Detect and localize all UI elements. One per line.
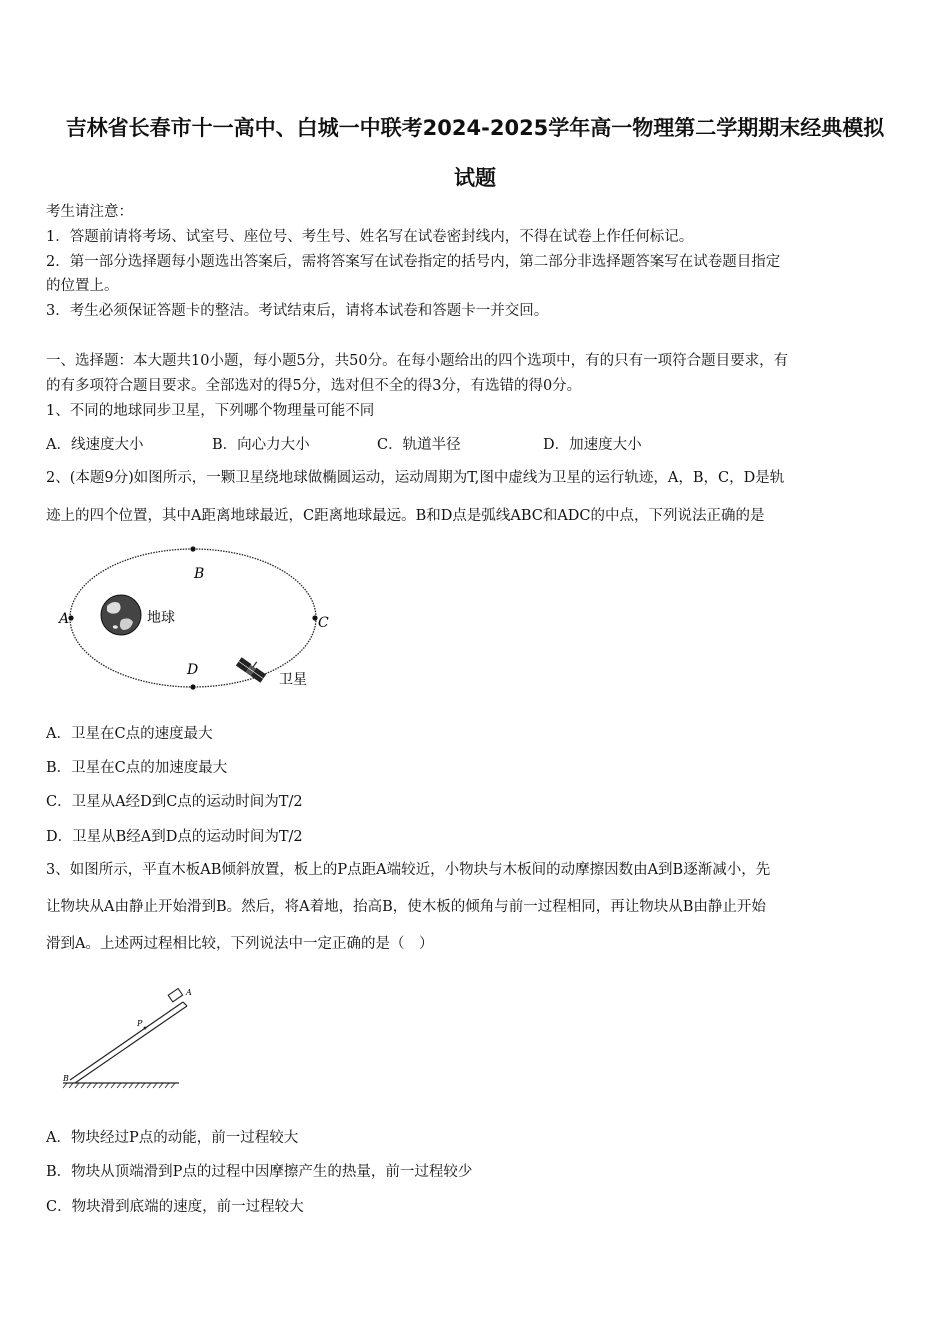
title-line-1: 吉林省长春市十一高中、白城一中联考2024-2025学年高一物理第二学期期末经典模拟	[65, 116, 885, 140]
inclined-board	[70, 1002, 187, 1083]
q1-stem: 1、不同的地球同步卫星，下列哪个物理量可能不同	[46, 403, 375, 419]
section-intro: 一、选择题：本大题共10小题，每小题5分，共50分。在每小题给出的四个选项中，有的只有一项符合题目要求，有	[46, 353, 789, 369]
q1-option-b: B．向心力大小	[212, 437, 310, 453]
q3-stem: 滑到A。上述两过程相比较，下列说法中一定正确的是（ ）	[46, 936, 434, 952]
label-b: B	[194, 566, 205, 582]
q2-stem: 迹上的四个位置，其中A距离地球最近，C距离地球最远。B和D点是弧线ABC和ADC的中点，下列说法正确的是	[46, 508, 765, 524]
label-earth: 地球	[147, 610, 175, 626]
sliding-block	[168, 988, 182, 1001]
q1-option-a: A．线速度大小	[46, 437, 144, 453]
point-b	[190, 546, 195, 551]
q2-option-a: A．卫星在C点的速度最大	[46, 726, 213, 742]
point-a	[68, 615, 73, 620]
q3-option-a: A．物块经过P点的动能，前一过程较大	[46, 1130, 299, 1146]
label-a: A	[59, 611, 70, 627]
title-line-2: 试题	[454, 166, 496, 190]
point-d	[190, 684, 195, 689]
notice-heading: 考生请注意：	[46, 204, 133, 220]
section-intro: 的有多项符合题目要求。全部选对的得5分，选对但不全的得3分，有选错的得0分。	[46, 378, 582, 394]
notice-item: 1．答题前请将考场、试室号、座位号、考生号、姓名写在试卷密封线内，不得在试卷上作任何标记。	[46, 229, 694, 245]
q3-option-c: C．物块滑到底端的速度，前一过程较大	[46, 1199, 304, 1215]
label-d: D	[187, 662, 199, 678]
notice-item: 3．考生必须保证答题卡的整洁。考试结束后，请将本试卷和答题卡一并交回。	[46, 303, 549, 319]
notice-item: 2．第一部分选择题每小题选出答案后，需将答案写在试卷指定的括号内，第二部分非选择题答案写在试卷题目指定	[46, 254, 781, 270]
q3-stem: 3、如图所示，平直木板AB倾斜放置，板上的P点距A端较近，小物块与木板间的动摩擦因数由A到B逐渐减小，先	[46, 862, 771, 878]
point-p	[144, 1027, 147, 1030]
label-a: A	[186, 988, 192, 997]
label-satellite: 卫星	[279, 672, 307, 688]
satellite-icon	[236, 653, 269, 682]
earth-icon	[101, 595, 141, 635]
incline-figure	[55, 982, 195, 1092]
q1-option-d: D．加速度大小	[543, 437, 642, 453]
q1-option-c: C．轨道半径	[377, 437, 461, 453]
notice-item: 的位置上。	[46, 278, 119, 294]
label-b: B	[63, 1074, 69, 1083]
point-c	[312, 615, 317, 620]
q3-option-b: B．物块从顶端滑到P点的过程中因摩擦产生的热量，前一过程较少	[46, 1164, 473, 1180]
label-p: P	[137, 1019, 143, 1028]
orbit-figure	[55, 540, 345, 695]
ground-hatch	[63, 1083, 175, 1088]
q2-option-c: C．卫星从A经D到C点的运动时间为T/2	[46, 794, 303, 810]
q3-stem: 让物块从A由静止开始滑到B。然后，将A着地，抬高B，使木板的倾角与前一过程相同，再让物块从B由静止开始	[46, 899, 766, 915]
label-c: C	[318, 615, 329, 631]
q2-option-b: B．卫星在C点的加速度最大	[46, 760, 228, 776]
q2-stem: 2、(本题9分)如图所示，一颗卫星绕地球做椭圆运动，运动周期为T,图中虚线为卫星的运行轨迹，A，B，C，D是轨	[46, 470, 785, 486]
q2-option-d: D．卫星从B经A到D点的运动时间为T/2	[46, 829, 303, 845]
